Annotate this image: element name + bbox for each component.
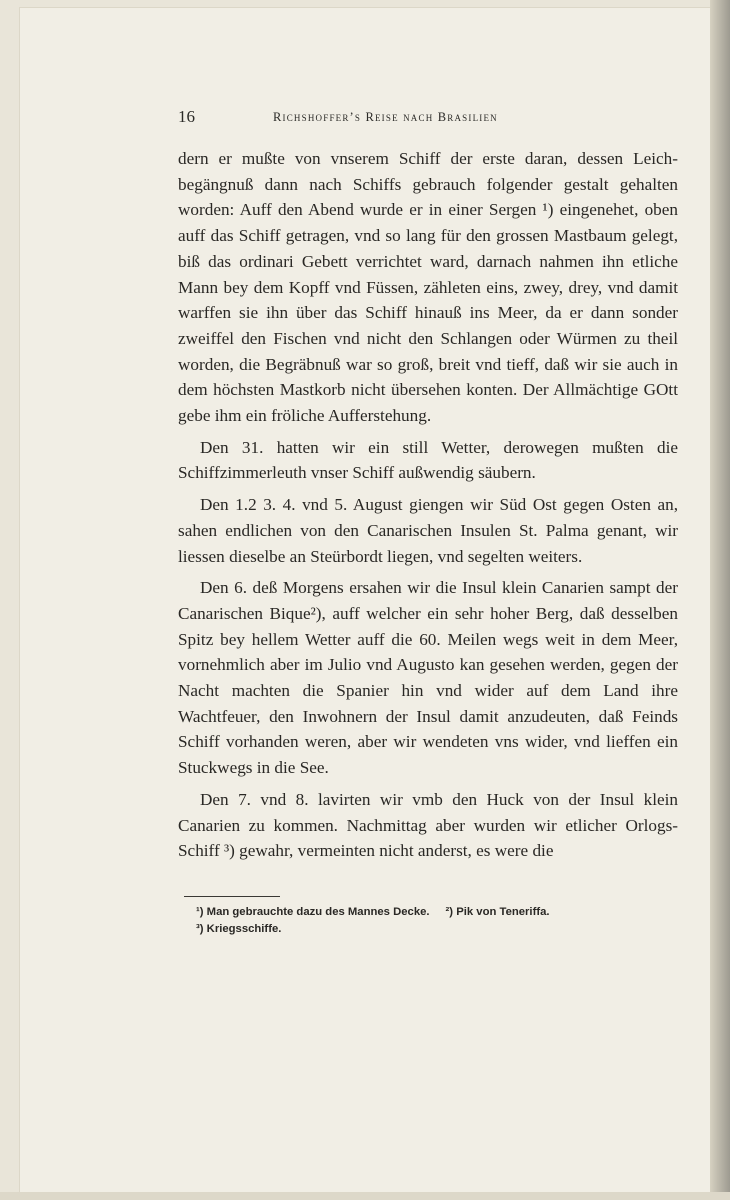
footnotes	[196, 904, 676, 938]
page-number: 16	[178, 107, 195, 126]
paragraph: Den 31. hatten wir ein still Wetter, derowegen mußten die Schiffzimmerleuth vnser Schiff außwendig säubern.	[178, 437, 678, 483]
page-edge-bottom	[0, 1192, 730, 1200]
paragraph: Den 6. deß Morgens ersahen wir die Insul klein Canarien sampt der Canarischen Bique²), auff welcher ein sehr hoher Berg, daß desselben Spitz bey hellem Wetter auff die 60. Meilen wegs weit in dem Meer, vornehmlich aber im Julio vnd Augusto kan gesehen werden, gegen der Nacht machten die Spanier hin vnd wider auf dem Land ihre Wachtfeuer, den Inwohnern der Insul damit anzudeuten, daß Feinds Schiff vorhanden weren, aber wir wendeten vns wider, vnd lieffen ein Stuckwegs in die See.	[178, 578, 678, 778]
main-text	[178, 146, 678, 864]
running-title: Richshoffer’s Reise nach Brasilien	[273, 110, 498, 124]
page-edge-right	[710, 0, 730, 1200]
paragraph: dern er mußte von vnserem Schiff der erste daran, dessen Leichbegängnuß dann nach Schiffs gebrauch folgender gestalt gehalten worden: Auff den Abend wurde er in einer Sergen ¹) eingenehet, oben auff das Schiff getragen, vnd so lang für den grossen Mastbaum gelegt, biß das ordinari Gebett verrichtet ward, darnach nahmen ihn etliche Mann bey dem Kopff vnd Füssen, zähleten eins, zwey, drey, vnd damit warffen sie ihn über das Schiff hinauß ins Meer, da er dann sonder zweiffel den Fischen vnd nicht den Schlangen oder Würmen zu theil worden, die Begräbnuß war so groß, breit vnd tieff, daß wir sie auch in dem höchsten Mastkorb nicht übersehen konten. Der Allmächtige GOtt gebe ihm ein fröliche Aufferstehung.	[178, 149, 678, 426]
footnote-line	[196, 921, 676, 938]
footnote-1: ¹) Man gebrauchte dazu des Mannes Decke.	[196, 906, 430, 918]
footnote-3: ³) Kriegsschiffe.	[196, 923, 282, 935]
paragraph: Den 1.2 3. 4. vnd 5. August giengen wir Süd Ost gegen Osten an, sahen endlichen von den Canarischen Insulen St. Palma genant, wir liessen dieselbe an Steürbordt liegen, vnd segelten weiters.	[178, 495, 678, 566]
footnote-2: ²) Pik von Teneriffa.	[445, 906, 550, 918]
footnote-line	[196, 904, 676, 921]
paragraph: Den 7. vnd 8. lavirten wir vmb den Huck von der Insul klein Canarien zu kommen. Nachmittag aber wurden wir etlicher Orlogs-Schiff ³) gewahr, vermeinten nicht anderst, es were die	[178, 789, 678, 861]
footnote-rule	[184, 896, 280, 897]
